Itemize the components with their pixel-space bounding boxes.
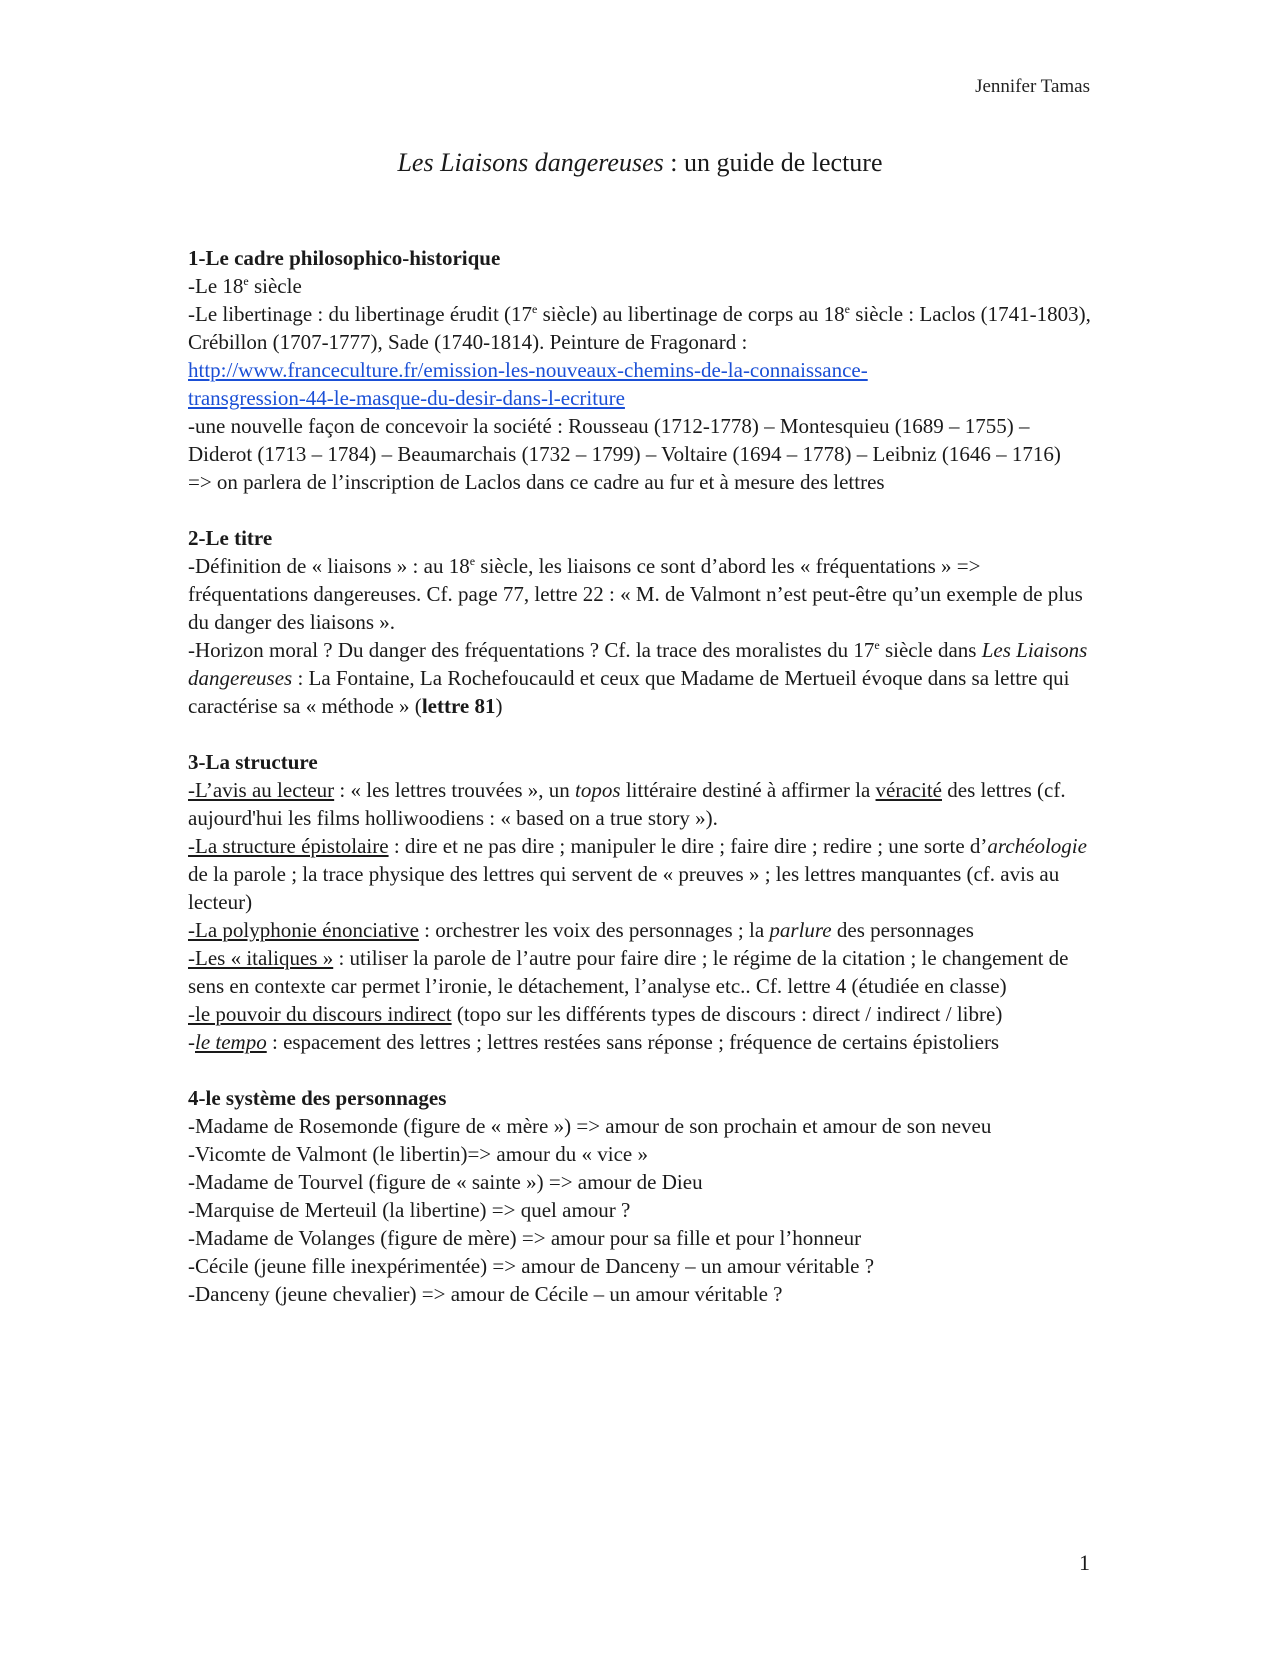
superscript: e: [844, 302, 850, 316]
underlined-text: -L’avis au lecteur: [188, 778, 335, 802]
title-italic: Les Liaisons dangereuses: [397, 148, 664, 177]
text: des lettres (cf. aujourd'hui les films holliwoodiens : « based on a true story »).: [188, 778, 1066, 830]
text: : espacement des lettres ; lettres restées sans réponse ; fréquence de certains épistoliers: [266, 1030, 1000, 1054]
link-line-2[interactable]: transgression-44-le-masque-du-desir-dans-l-ecriture: [188, 386, 625, 410]
paragraph: [188, 636, 1092, 720]
text: (topo sur les différents types de discours : direct / indirect / libre): [451, 1002, 1003, 1026]
superscript: e: [243, 274, 249, 288]
text: -Le 18: [188, 274, 244, 298]
link-line-1[interactable]: http://www.franceculture.fr/emission-les-nouveaux-chemins-de-la-connaissance-: [188, 358, 868, 382]
text: : La Fontaine, La Rochefoucauld et ceux que Madame de Mertueil évoque dans sa lettre qui caractérise sa « méthode » (: [188, 666, 1070, 718]
section-4: [188, 1084, 1092, 1308]
paragraph: [188, 552, 1092, 636]
list-item: -Madame de Tourvel (figure de « sainte ») => amour de Dieu: [188, 1170, 703, 1194]
paragraph: [188, 1028, 1092, 1056]
bold-text: lettre 81: [421, 694, 496, 718]
title-rest: : un guide de lecture: [663, 148, 883, 177]
paragraph: [188, 776, 1092, 832]
text: : orchestrer les voix des personnages ; la: [418, 918, 770, 942]
document-body: [188, 244, 1092, 1336]
list-item: -Vicomte de Valmont (le libertin)=> amour du « vice »: [188, 1142, 649, 1166]
italic-text: parlure: [769, 918, 832, 942]
text: : dire et ne pas dire ; manipuler le dire ; faire dire ; redire ; une sorte d’: [388, 834, 988, 858]
text: siècle) au libertinage de corps au 18: [537, 302, 845, 326]
list-item: -Marquise de Merteuil (la libertine) => quel amour ?: [188, 1198, 631, 1222]
franceculture-link[interactable]: [188, 358, 868, 410]
paragraph: [188, 1000, 1092, 1028]
text: -Le libertinage : du libertinage érudit (17: [188, 302, 533, 326]
text: -Définition de « liaisons » : au 18: [188, 554, 470, 578]
section-1: [188, 244, 1092, 496]
list-item: -Madame de Volanges (figure de mère) => amour pour sa fille et pour l’honneur: [188, 1226, 862, 1250]
underlined-text: -Les « italiques »: [188, 946, 334, 970]
section-heading: 2-Le titre: [188, 526, 273, 550]
text: : utiliser la parole de l’autre pour faire dire ; le régime de la citation ; le changement de sens en contexte car permet l’ironie, le détachement, l’analyse etc.. Cf. lettre 4 (étudiée en classe): [188, 946, 1069, 998]
text: siècle: [248, 274, 302, 298]
paragraph: [188, 916, 1092, 944]
text: des personnages: [831, 918, 974, 942]
author-header: Jennifer Tamas: [975, 76, 1090, 97]
superscript: e: [532, 302, 538, 316]
section-heading: 4-le système des personnages: [188, 1086, 447, 1110]
underlined-italic-text: le tempo: [195, 1030, 267, 1054]
italic-text: archéologie: [987, 834, 1087, 858]
text: -Horizon moral ? Du danger des fréquentations ? Cf. la trace des moralistes du 17: [188, 638, 875, 662]
text: siècle : Laclos (1741-1803), Crébillon (1707-1777), Sade (1740-1814). Peinture de Fragonard :: [188, 302, 1091, 354]
paragraph: -une nouvelle façon de concevoir la société : Rousseau (1712-1778) – Montesquieu (1689 – 1755) – Diderot (1713 – 1784) – Beaumarchais (1732 – 1799) – Voltaire (1694 – 1778) – Leibniz (1646 – 1716): [188, 414, 1061, 466]
list-item: -Madame de Rosemonde (figure de « mère ») => amour de son prochain et amour de son neveu: [188, 1114, 992, 1138]
document-title: [0, 148, 1280, 178]
paragraph: [188, 944, 1092, 1000]
text: ): [495, 694, 503, 718]
text: littéraire destiné à affirmer la: [620, 778, 876, 802]
text: -: [188, 1030, 195, 1054]
text: : « les lettres trouvées », un: [334, 778, 576, 802]
section-2: [188, 524, 1092, 720]
paragraph: => on parlera de l’inscription de Laclos dans ce cadre au fur et à mesure des lettres: [188, 470, 885, 494]
superscript: e: [469, 554, 476, 568]
paragraph: [188, 272, 1092, 300]
list-item: -Danceny (jeune chevalier) => amour de Cécile – un amour véritable ?: [188, 1282, 783, 1306]
text: siècle dans: [879, 638, 982, 662]
text: siècle, les liaisons ce sont d’abord les « fréquentations » => fréquentations dangereuses. Cf. page 77, lettre 22 : « M. de Valmont n’est peut-être qu’un exemple de plus du danger des liaisons ».: [188, 554, 1083, 634]
underlined-text: véracité: [875, 778, 942, 802]
list-item: -Cécile (jeune fille inexpérimentée) => amour de Danceny – un amour véritable ?: [188, 1254, 875, 1278]
italic-text: topos: [575, 778, 621, 802]
section-heading: 1-Le cadre philosophico-historique: [188, 246, 501, 270]
underlined-text: -le pouvoir du discours indirect: [188, 1002, 452, 1026]
superscript: e: [874, 638, 880, 652]
section-3: [188, 748, 1092, 1056]
page-number: 1: [1079, 1550, 1090, 1575]
text: de la parole ; la trace physique des lettres qui servent de « preuves » ; les lettres manquantes (cf. avis au lecteur): [188, 862, 1060, 914]
paragraph: [188, 300, 1092, 412]
italic-text: Les Liaisons dangereuses: [188, 638, 1088, 690]
paragraph: [188, 832, 1092, 916]
underlined-text: -La polyphonie énonciative: [188, 918, 419, 942]
underlined-text: -La structure épistolaire: [188, 834, 389, 858]
section-heading: 3-La structure: [188, 750, 318, 774]
